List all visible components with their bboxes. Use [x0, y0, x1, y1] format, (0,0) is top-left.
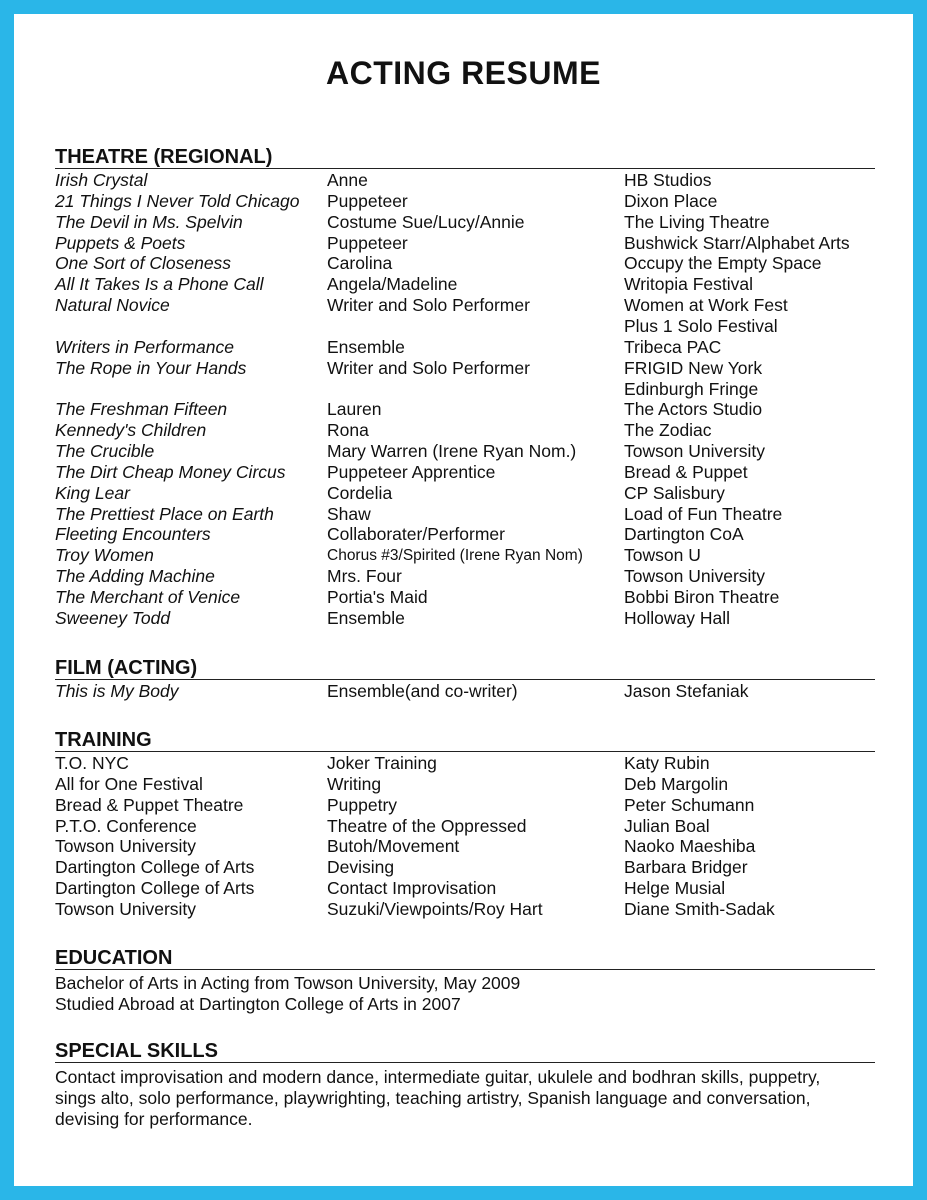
training-heading: TRAINING: [55, 729, 875, 752]
cell-role: Puppeteer: [327, 232, 408, 253]
table-row: [0, 399, 927, 420]
cell-production: Kennedy's Children: [55, 420, 207, 441]
cell-venue: Women at Work Fest: [624, 295, 788, 316]
cell-venue: Dixon Place: [624, 190, 718, 211]
cell-subject: Butoh/Movement: [327, 836, 460, 857]
cell-role: Mrs. Four: [327, 566, 402, 587]
education-line: Studied Abroad at Dartington College of Arts in 2007: [55, 994, 461, 1014]
skills-line: devising for performance.: [55, 1109, 253, 1129]
cell-venue: Occupy the Empty Space: [624, 253, 822, 274]
table-row: [0, 504, 927, 525]
table-row: [0, 441, 927, 462]
cell-place: Bread & Puppet Theatre: [55, 794, 244, 815]
cell-venue: HB Studios: [624, 170, 712, 190]
cell-venue: Bread & Puppet: [624, 461, 748, 482]
theatre-heading: THEATRE (REGIONAL): [55, 146, 875, 169]
cell-venue: The Actors Studio: [624, 399, 763, 420]
table-row: [0, 566, 927, 587]
cell-production: The Devil in Ms. Spelvin: [55, 211, 243, 232]
film-heading: FILM (ACTING): [55, 657, 875, 680]
cell-production: This is My Body: [55, 681, 179, 701]
table-row: [0, 816, 927, 837]
cell-production: Puppets & Poets: [55, 232, 186, 253]
cell-production: One Sort of Closeness: [55, 253, 232, 274]
cell-venue: Jason Stefaniak: [624, 681, 749, 701]
table-row: [0, 753, 927, 774]
table-row: [0, 899, 927, 920]
cell-teacher: Deb Margolin: [624, 773, 729, 794]
table-row: [0, 608, 927, 629]
cell-venue: Bobbi Biron Theatre: [624, 587, 780, 607]
cell-role: Writer and Solo Performer: [327, 357, 530, 378]
cell-production: Troy Women: [55, 545, 154, 566]
cell-role: Ensemble: [327, 336, 405, 357]
cell-subject: Devising: [327, 857, 395, 878]
cell-role: Carolina: [327, 253, 393, 274]
cell-production: 21 Things I Never Told Chicago: [55, 190, 300, 211]
table-row: [0, 878, 927, 899]
table-row: [0, 170, 927, 191]
cell-venue: Writopia Festival: [624, 274, 754, 295]
cell-place: All for One Festival: [55, 773, 203, 794]
table-row: [0, 337, 927, 358]
cell-role: Rona: [327, 420, 369, 441]
table-row: [0, 212, 927, 233]
table-row: [0, 253, 927, 274]
cell-role: Collaborater/Performer: [327, 524, 505, 545]
table-row: [0, 462, 927, 483]
skills-line: Contact improvisation and modern dance, intermediate guitar, ukulele and bodhran skills, puppetry,: [55, 1067, 821, 1087]
cell-teacher: Julian Boal: [624, 815, 710, 836]
cell-role: Lauren: [327, 399, 382, 420]
education-heading: EDUCATION: [55, 947, 875, 970]
cell-venue: Holloway Hall: [624, 607, 731, 628]
table-row: [0, 795, 927, 816]
cell-production: Irish Crystal: [55, 170, 148, 190]
table-row: [0, 483, 927, 504]
cell-venue: Bushwick Starr/Alphabet Arts: [624, 232, 850, 253]
cell-venue: Towson University: [624, 566, 766, 587]
table-row: [0, 774, 927, 795]
cell-teacher: Barbara Bridger: [624, 857, 748, 878]
table-row: [0, 233, 927, 254]
cell-production: The Crucible: [55, 441, 155, 462]
cell-place: P.T.O. Conference: [55, 815, 197, 836]
cell-venue: Tribeca PAC: [624, 336, 722, 357]
table-row: [0, 587, 927, 608]
cell-production: Sweeney Todd: [55, 607, 171, 628]
cell-place: Dartington College of Arts: [55, 857, 255, 878]
cell-production: Natural Novice: [55, 295, 170, 316]
skills-line: sings alto, solo performance, playwrighting, teaching artistry, Spanish language and conversation,: [55, 1088, 811, 1108]
cell-subject: Contact Improvisation: [327, 878, 497, 899]
cell-venue: Towson University: [624, 441, 766, 462]
cell-role: Puppeteer Apprentice: [327, 461, 496, 482]
cell-teacher: Helge Musial: [624, 878, 726, 899]
table-row: [0, 316, 927, 337]
table-row: [0, 545, 927, 566]
cell-production: All It Takes Is a Phone Call: [55, 274, 264, 295]
table-row: [0, 836, 927, 857]
cell-venue: Dartington CoA: [624, 524, 744, 545]
table-row: [0, 274, 927, 295]
cell-production: Fleeting Encounters: [55, 524, 211, 545]
cell-venue: The Living Theatre: [624, 211, 770, 232]
cell-venue: Towson U: [624, 545, 701, 566]
cell-place: Dartington College of Arts: [55, 878, 255, 899]
cell-subject: Joker Training: [327, 753, 437, 773]
resume-title: ACTING RESUME: [326, 55, 601, 91]
cell-subject: Puppetry: [327, 794, 398, 815]
cell-production: The Prettiest Place on Earth: [55, 503, 274, 524]
cell-role: Angela/Madeline: [327, 274, 458, 295]
cell-place: T.O. NYC: [55, 753, 129, 773]
cell-production: The Rope in Your Hands: [55, 357, 247, 378]
cell-place: Towson University: [55, 898, 197, 919]
cell-production: The Freshman Fifteen: [55, 399, 228, 420]
cell-production: The Merchant of Venice: [55, 587, 241, 607]
table-row: [0, 681, 927, 702]
cell-teacher: Naoko Maeshiba: [624, 836, 756, 857]
cell-venue: Plus 1 Solo Festival: [624, 315, 778, 336]
cell-role: Mary Warren (Irene Ryan Nom.): [327, 441, 577, 462]
cell-role: Anne: [327, 170, 368, 190]
cell-role: Writer and Solo Performer: [327, 295, 530, 316]
cell-venue: The Zodiac: [624, 420, 712, 441]
cell-production: The Adding Machine: [55, 566, 215, 587]
table-row: [0, 524, 927, 545]
cell-teacher: Diane Smith-Sadak: [624, 898, 775, 919]
cell-subject: Suzuki/Viewpoints/Roy Hart: [327, 898, 543, 919]
cell-venue: CP Salisbury: [624, 482, 725, 503]
cell-role: Cordelia: [327, 482, 393, 503]
cell-venue: FRIGID New York: [624, 357, 763, 378]
cell-role: Ensemble: [327, 607, 405, 628]
skills-text: [55, 1067, 875, 1130]
cell-production: King Lear: [55, 482, 130, 503]
cell-role: Shaw: [327, 503, 371, 524]
cell-role: Costume Sue/Lucy/Annie: [327, 211, 525, 232]
cell-subject: Writing: [327, 773, 382, 794]
table-row: [0, 295, 927, 316]
cell-teacher: Peter Schumann: [624, 794, 755, 815]
education-line: Bachelor of Arts in Acting from Towson University, May 2009: [55, 973, 521, 993]
table-row: [0, 358, 927, 379]
education-text: [55, 973, 875, 1015]
table-row: [0, 191, 927, 212]
cell-venue: Edinburgh Fringe: [624, 378, 759, 399]
cell-role: Portia's Maid: [327, 587, 428, 607]
cell-place: Towson University: [55, 836, 197, 857]
cell-role: Ensemble(and co-writer): [327, 681, 518, 701]
table-row: [0, 857, 927, 878]
cell-teacher: Katy Rubin: [624, 753, 710, 773]
cell-subject: Theatre of the Oppressed: [327, 815, 527, 836]
table-row: [0, 420, 927, 441]
skills-heading: SPECIAL SKILLS: [55, 1040, 875, 1063]
cell-production: Writers in Performance: [55, 336, 234, 357]
cell-venue: Load of Fun Theatre: [624, 503, 783, 524]
table-row: [0, 379, 927, 400]
cell-production: The Dirt Cheap Money Circus: [55, 461, 286, 482]
cell-role: Chorus #3/Spirited (Irene Ryan Nom): [327, 547, 583, 565]
cell-role: Puppeteer: [327, 190, 408, 211]
